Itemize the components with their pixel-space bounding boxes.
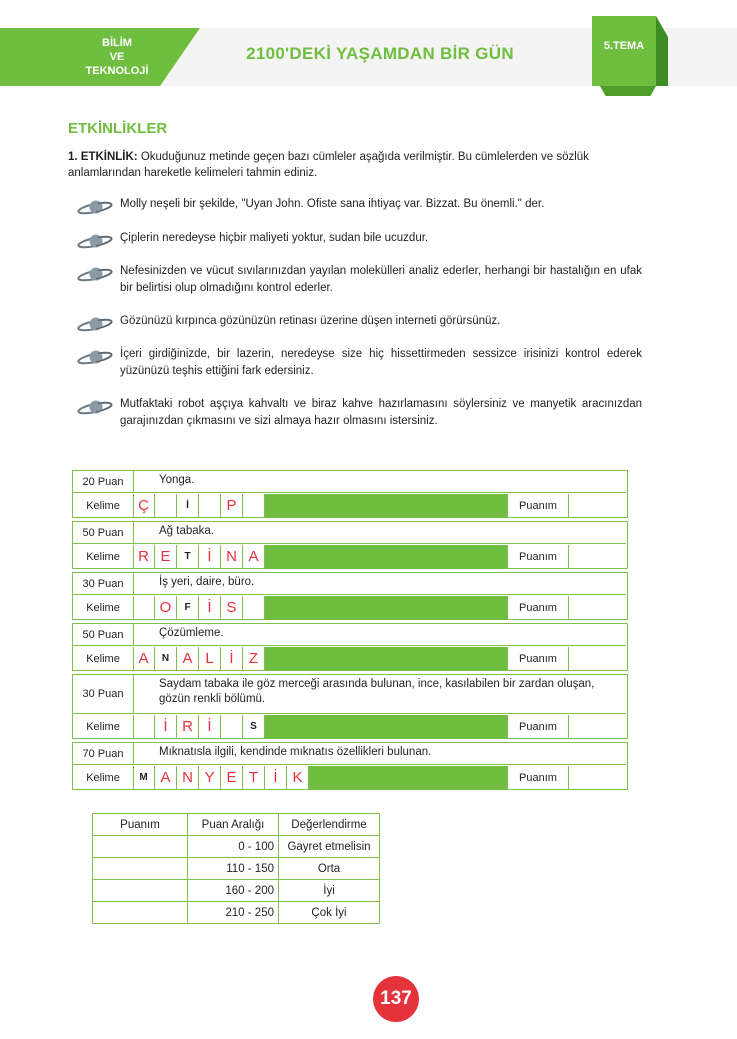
letter-cell[interactable]: R	[177, 715, 199, 739]
score-input[interactable]	[567, 766, 626, 790]
points-label: 20 Puan	[73, 471, 134, 492]
kelime-label: Kelime	[73, 715, 134, 739]
letter-cell[interactable]: Y	[199, 766, 221, 790]
theme-label	[82, 36, 152, 78]
evaluation-cell: Gayret etmelisin	[279, 836, 380, 858]
page-number: 137	[373, 976, 419, 1022]
filler-bar	[265, 596, 507, 620]
letter-cell[interactable]	[133, 715, 155, 739]
letter-cell[interactable]: N	[177, 766, 199, 790]
planet-bullet-icon	[76, 264, 114, 284]
planet-bullet-icon	[76, 397, 114, 417]
score-table-header	[93, 814, 380, 836]
kelime-label: Kelime	[73, 766, 134, 790]
letter-cell[interactable]	[243, 596, 265, 620]
activity-intro	[68, 149, 640, 181]
clue-text: Saydam tabaka ile göz merceği arasında bulunan, ince, kasılabilen bir zardan oluşan, gözün renkli bölümü.	[159, 678, 595, 705]
filler-bar	[265, 545, 507, 569]
letter-cell[interactable]	[155, 494, 177, 518]
filler-bar	[309, 766, 507, 790]
tema-tab-fold	[656, 16, 668, 86]
puanim-label: Puanım	[507, 715, 569, 739]
letter-cell[interactable]: K	[287, 766, 309, 790]
clue-row	[73, 522, 626, 544]
section-title: ETKİNLİKLER	[68, 120, 168, 137]
col-puan-araligi: Puan Aralığı	[188, 814, 279, 836]
clue-text: Mıknatısla ilgili, kendinde mıknatıs özellikleri bulunan.	[159, 746, 432, 758]
letter-cells	[133, 766, 309, 790]
points-label: 30 Puan	[73, 675, 134, 713]
clue-row	[73, 573, 626, 595]
letter-cells	[133, 715, 265, 739]
page-title: 2100'DEKİ YAŞAMDAN BİR GÜN	[246, 44, 514, 63]
letter-cell[interactable]	[221, 715, 243, 739]
letter-cell[interactable]: N	[221, 545, 243, 569]
puzzle-block	[72, 742, 628, 790]
score-input[interactable]	[567, 647, 626, 671]
answer-row	[73, 647, 626, 671]
theme-line-3: TEKNOLOJİ	[85, 65, 149, 77]
answer-row	[73, 715, 626, 739]
puzzle-block	[72, 572, 628, 620]
answer-row	[73, 545, 626, 569]
letter-cells	[133, 494, 265, 518]
letter-cell[interactable]: A	[133, 647, 155, 671]
theme-line-2: VE	[109, 51, 125, 63]
letter-cells	[133, 647, 265, 671]
letter-cell[interactable]: İ	[265, 766, 287, 790]
activity-text: Okuduğunuz metinde geçen bazı cümleler aşağıda verilmiştir. Bu cümlelerden ve sözlük anlamlarından hareketle kelimeleri tahmin ediniz.	[68, 151, 589, 179]
letter-cell[interactable]: İ	[199, 545, 221, 569]
clue-text: Ağ tabaka.	[159, 525, 214, 537]
points-label: 50 Puan	[73, 522, 134, 543]
sentence-text: Molly neşeli bir şekilde, "Uyan John. Ofiste sana ihtiyaç var. Bizzat. Bu önemli." der.	[120, 198, 545, 210]
puzzle-block	[72, 521, 628, 569]
letter-cell[interactable]: İ	[221, 647, 243, 671]
letter-cell[interactable]	[243, 494, 265, 518]
table-row	[93, 902, 380, 924]
tema-label: 5.TEMA	[603, 40, 645, 52]
table-row	[93, 880, 380, 902]
puzzle-block	[72, 470, 628, 518]
evaluation-cell: İyi	[279, 880, 380, 902]
letter-cell[interactable]: İ	[199, 596, 221, 620]
letter-cells	[133, 596, 265, 620]
letter-cell[interactable]: N	[155, 647, 177, 671]
kelime-label: Kelime	[73, 596, 134, 620]
puanim-label: Puanım	[507, 494, 569, 518]
score-table	[92, 813, 380, 924]
puanim-label: Puanım	[507, 647, 569, 671]
score-cell[interactable]	[93, 902, 188, 924]
kelime-label: Kelime	[73, 647, 134, 671]
letter-cell[interactable]: A	[177, 647, 199, 671]
letter-cells	[133, 545, 265, 569]
letter-cell[interactable]: O	[155, 596, 177, 620]
letter-cell[interactable]: Ç	[133, 494, 155, 518]
clue-row	[73, 675, 626, 714]
puanim-label: Puanım	[507, 596, 569, 620]
letter-cell[interactable]: S	[243, 715, 265, 739]
clue-row	[73, 743, 626, 765]
letter-cell[interactable]: E	[221, 766, 243, 790]
kelime-label: Kelime	[73, 494, 134, 518]
letter-cell[interactable]: İ	[199, 715, 221, 739]
letter-cell[interactable]	[133, 596, 155, 620]
range-cell: 160 - 200	[188, 880, 279, 902]
clue-text: Çözümleme.	[159, 627, 224, 639]
letter-cell[interactable]: T	[177, 545, 199, 569]
table-row	[93, 858, 380, 880]
letter-cell[interactable]: A	[155, 766, 177, 790]
puanim-label: Puanım	[507, 766, 569, 790]
letter-cell[interactable]: T	[243, 766, 265, 790]
letter-cell[interactable]	[199, 494, 221, 518]
evaluation-cell: Orta	[279, 858, 380, 880]
filler-bar	[265, 494, 507, 518]
sentence-text: Çiplerin neredeyse hiçbir maliyeti yoktur, sudan bile ucuzdur.	[120, 232, 429, 244]
puzzle-block	[72, 623, 628, 671]
letter-cell[interactable]: R	[133, 545, 155, 569]
answer-row	[73, 766, 626, 790]
clue-row	[73, 624, 626, 646]
clue-row	[73, 471, 626, 493]
letter-cell[interactable]: L	[199, 647, 221, 671]
letter-cell[interactable]: Z	[243, 647, 265, 671]
points-label: 50 Puan	[73, 624, 134, 645]
clue-text: Yonga.	[159, 474, 195, 486]
score-input[interactable]	[567, 545, 626, 569]
letter-cell[interactable]: A	[243, 545, 265, 569]
answer-row	[73, 494, 626, 518]
theme-line-1: BİLİM	[102, 37, 132, 49]
letter-cell[interactable]: P	[221, 494, 243, 518]
kelime-label: Kelime	[73, 545, 134, 569]
score-cell[interactable]	[93, 880, 188, 902]
tema-tab-tail	[600, 86, 656, 96]
evaluation-cell: Çok İyi	[279, 902, 380, 924]
range-cell: 0 - 100	[188, 836, 279, 858]
letter-cell[interactable]: M	[133, 766, 155, 790]
score-cell[interactable]	[93, 858, 188, 880]
score-input[interactable]	[567, 715, 626, 739]
letter-cell[interactable]: S	[221, 596, 243, 620]
letter-cell[interactable]: E	[155, 545, 177, 569]
planet-bullet-icon	[76, 231, 114, 251]
col-degerlendirme: Değerlendirme	[279, 814, 380, 836]
table-row	[93, 836, 380, 858]
points-label: 70 Puan	[73, 743, 134, 764]
sentence-text: Mutfaktaki robot aşçıya kahvaltı ve biraz kahve hazırlamasını söylersiniz ve manyetik aracınızdan garajınızdan çıkmasını ve sizi almaya hazır olmasını istersiniz.	[120, 398, 642, 427]
sentence-text: İçeri girdiğinizde, bir lazerin, neredeyse size hiç hissettirmeden sessizce irisinizi kontrol ederek yüzünüzü teşhis ettiğini fark edersiniz.	[120, 348, 642, 377]
activity-label: 1. ETKİNLİK:	[68, 151, 138, 163]
sentence-text: Nefesinizden ve vücut sıvılarınızdan yayılan molekülleri analiz ederler, herhangi bir hastalığın en ufak bir belirtisi olup olmadığını kontrol ederler.	[120, 265, 642, 294]
range-cell: 110 - 150	[188, 858, 279, 880]
range-cell: 210 - 250	[188, 902, 279, 924]
answer-row	[73, 596, 626, 620]
puzzle-block	[72, 674, 628, 739]
planet-bullet-icon	[76, 347, 114, 367]
col-puanim: Puanım	[93, 814, 188, 836]
filler-bar	[265, 647, 507, 671]
score-input[interactable]	[567, 596, 626, 620]
filler-bar	[265, 715, 507, 739]
score-cell[interactable]	[93, 836, 188, 858]
planet-bullet-icon	[76, 314, 114, 334]
letter-cell[interactable]: İ	[177, 494, 199, 518]
score-input[interactable]	[567, 494, 626, 518]
letter-cell[interactable]: F	[177, 596, 199, 620]
points-label: 30 Puan	[73, 573, 134, 594]
sentence-text: Gözünüzü kırpınca gözünüzün retinası üzerine düşen interneti görürsünüz.	[120, 315, 501, 327]
planet-bullet-icon	[76, 197, 114, 217]
clue-text: İş yeri, daire, büro.	[159, 576, 255, 588]
puanim-label: Puanım	[507, 545, 569, 569]
letter-cell[interactable]: İ	[155, 715, 177, 739]
